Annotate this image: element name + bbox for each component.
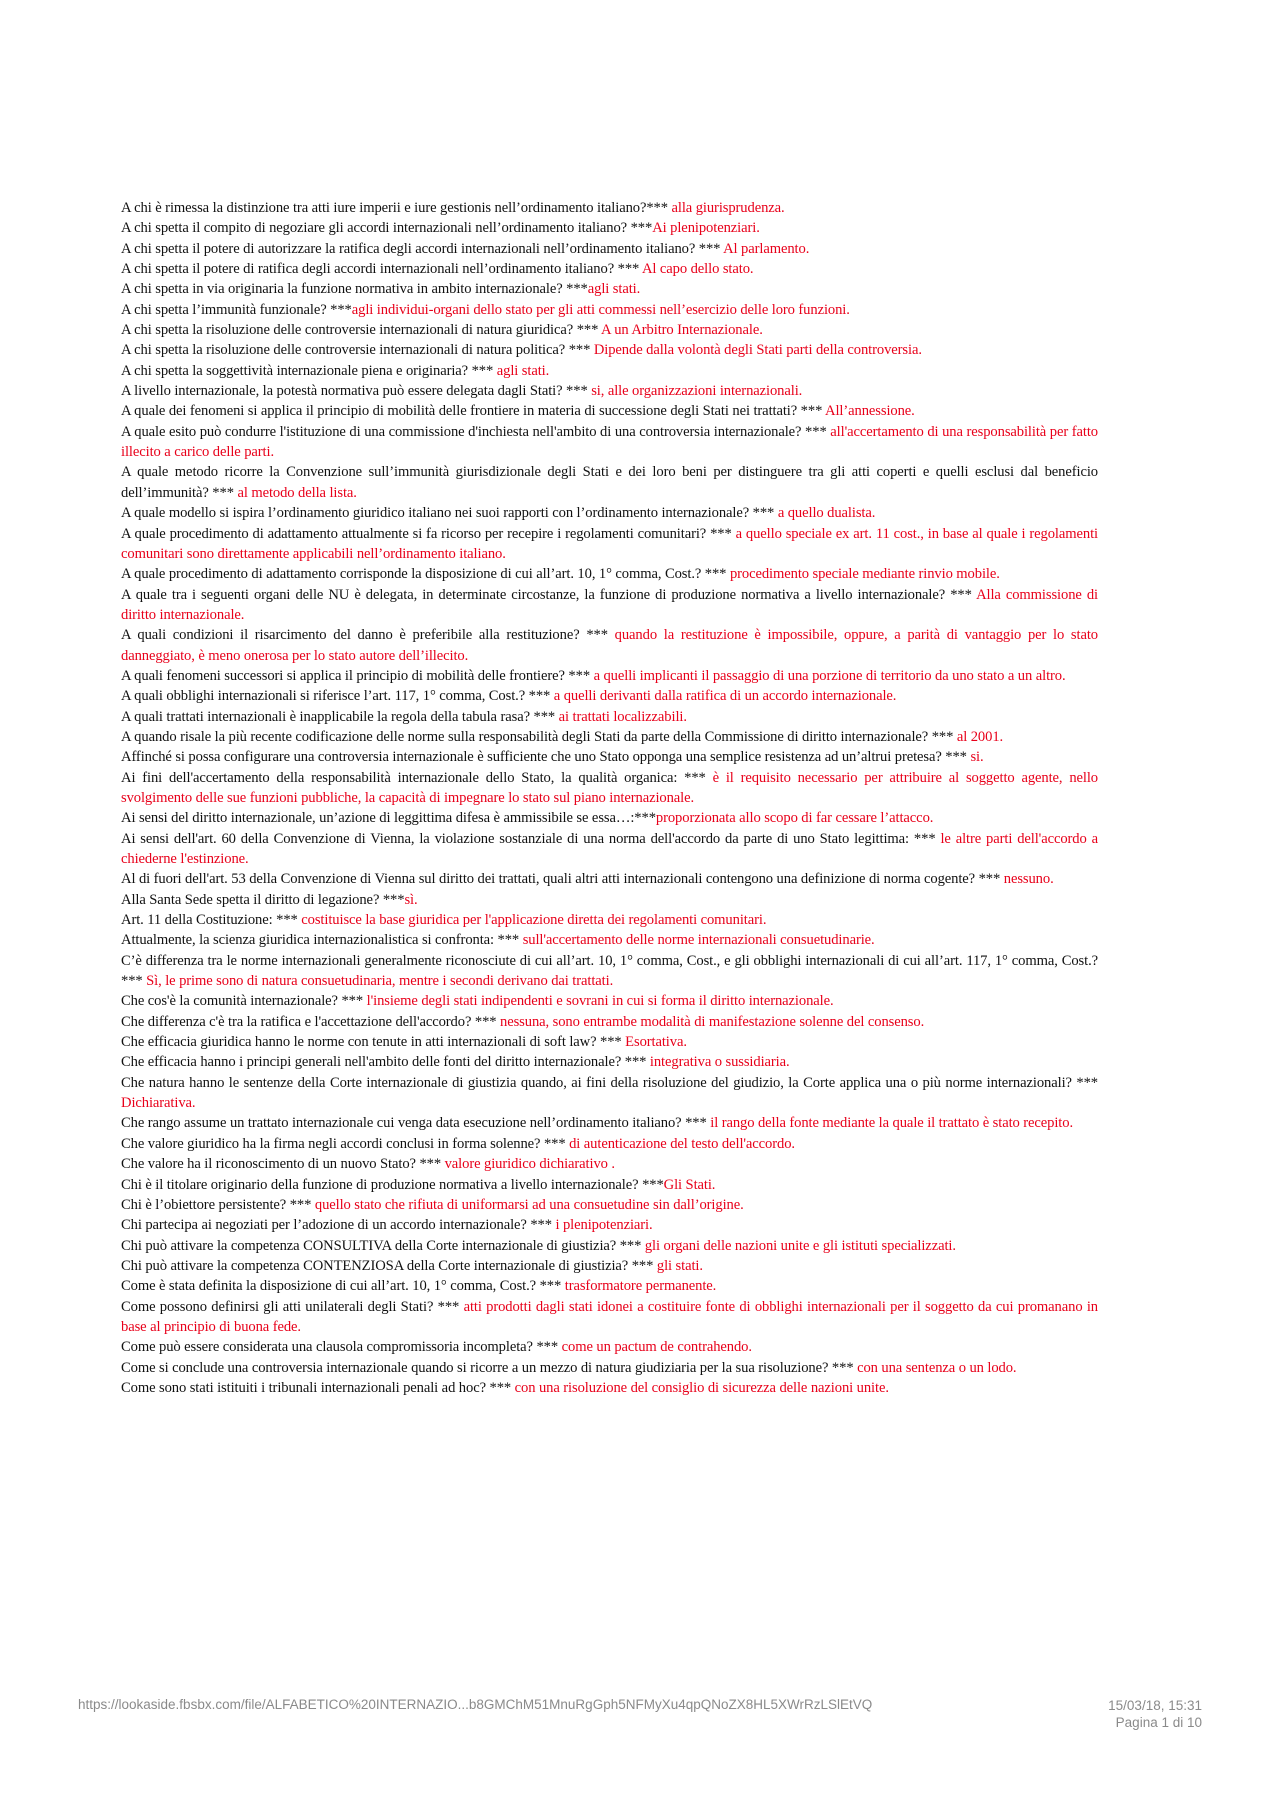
answer-text: A un Arbitro Internazionale. xyxy=(601,322,763,339)
question-text: A quale tra i seguenti organi delle NU è delegata, in determinate circostanze, la funzione di produzione normativa a livello internazionale? *** xyxy=(121,586,977,603)
answer-text: All’annessione. xyxy=(825,403,915,420)
answer-text: proporzionata allo scopo di far cessare l’attacco. xyxy=(655,810,934,827)
question-text: A chi spetta il potere di autorizzare la ratifica degli accordi internazionali nell’ordinamento italiano? *** xyxy=(121,240,724,257)
answer-text: nessuna, sono entrambe modalità di manifestazione solenne del consenso. xyxy=(500,1013,925,1030)
qa-item xyxy=(121,218,1098,238)
question-text: A quale dei fenomeni si applica il principio di mobilità delle frontiere in materia di successione degli Stati nei trattati? *** xyxy=(121,403,826,420)
footer-datetime: 15/03/18, 15:31 xyxy=(1108,1698,1202,1713)
qa-item xyxy=(121,1276,1098,1296)
question-text: Alla Santa Sede spetta il diritto di legazione? *** xyxy=(121,891,405,908)
answer-text: a quelli implicanti il passaggio di una porzione di territorio da uno stato a un altro. xyxy=(593,667,1066,684)
answer-text: sì. xyxy=(404,891,418,908)
qa-item xyxy=(121,1236,1098,1256)
question-text: Come possono definirsi gli atti unilaterali degli Stati? *** xyxy=(121,1298,464,1315)
question-text: A livello internazionale, la potestà normativa può essere delegata dagli Stati? *** xyxy=(121,383,592,400)
question-text: A chi spetta la risoluzione delle controversie internazionali di natura giuridica? *** xyxy=(121,322,602,339)
footer-info xyxy=(1108,1697,1202,1731)
question-text: Chi è l’obiettore persistente? *** xyxy=(121,1196,315,1213)
answer-text: valore giuridico dichiarativo . xyxy=(444,1156,615,1173)
answer-text: come un pactum de contrahendo. xyxy=(561,1339,752,1356)
qa-item xyxy=(121,727,1098,747)
qa-item xyxy=(121,829,1098,870)
qa-item xyxy=(121,1256,1098,1276)
question-text: A chi spetta in via originaria la funzione normativa in ambito internazionale? *** xyxy=(121,281,588,298)
answer-text: Ai plenipotenziari. xyxy=(652,220,760,237)
answer-text: con una risoluzione del consiglio di sicurezza delle nazioni unite. xyxy=(514,1379,889,1396)
answer-text: al 2001. xyxy=(956,728,1004,745)
qa-item xyxy=(121,340,1098,360)
qa-item xyxy=(121,1073,1098,1114)
question-text: A quando risale la più recente codificazione delle norme sulla responsabilità degli Stati da parte della Commissione di diritto internazionale? *** xyxy=(121,728,957,745)
qa-item xyxy=(121,524,1098,565)
answer-text: gli stati. xyxy=(656,1257,703,1274)
question-text: Art. 11 della Costituzione: *** xyxy=(121,912,302,929)
qa-item xyxy=(121,625,1098,666)
question-text: Che cos'è la comunità internazionale? *** xyxy=(121,993,367,1010)
question-text: Che natura hanno le sentenze della Corte internazionale di giustizia quando, ai fini della risoluzione del giudizio, la Corte applica una o più norme internazionali? *** xyxy=(121,1074,1098,1091)
answer-text: Dichiarativa. xyxy=(121,1095,196,1112)
answer-text: Dipende dalla volontà degli Stati parti della controversia. xyxy=(593,342,922,359)
question-text: A chi spetta la risoluzione delle controversie internazionali di natura politica? *** xyxy=(121,342,594,359)
qa-item xyxy=(121,585,1098,626)
answer-text: Alla commissione di diritto internazionale. xyxy=(121,586,1098,623)
answer-text: è il requisito necessario per attribuire al soggetto agente, nello svolgimento delle sue funzioni pubbliche, la capacità di impegnare lo stato sul piano internazionale. xyxy=(121,769,1099,806)
question-text: Attualmente, la scienza giuridica internazionalistica si confronta: *** xyxy=(121,932,523,949)
question-text: Ai sensi dell'art. 60 della Convenzione di Vienna, la violazione sostanziale di una norma dell'accordo da parte di uno Stato legittima: *** xyxy=(121,830,941,847)
qa-item xyxy=(121,1297,1098,1338)
qa-item xyxy=(121,1215,1098,1235)
question-text: Che rango assume un trattato internazionale cui venga data esecuzione nell’ordinamento italiano? *** xyxy=(121,1115,711,1132)
answer-text: con una sentenza o un lodo. xyxy=(857,1359,1017,1376)
question-text: A quali obblighi internazionali si riferisce l’art. 117, 1° comma, Cost.? *** xyxy=(121,688,554,705)
qa-item xyxy=(121,564,1098,584)
question-text: Chi è il titolare originario della funzione di produzione normativa a livello internazionale? *** xyxy=(121,1176,664,1193)
answer-text: Al parlamento. xyxy=(723,240,810,257)
qa-item xyxy=(121,462,1098,503)
qa-item xyxy=(121,239,1098,259)
question-text: A quali fenomeni successori si applica il principio di mobilità delle frontiere? *** xyxy=(121,667,594,684)
qa-item xyxy=(121,401,1098,421)
footer-page-number: Pagina 1 di 10 xyxy=(1115,1715,1202,1730)
answer-text: quando la restituzione è impossibile, oppure, a parità di vantaggio per lo stato danneggiato, è meno onerosa per lo stato autore dell’illecito. xyxy=(121,627,1098,664)
qa-item xyxy=(121,503,1098,523)
answer-text: sull'accertamento delle norme internazionali consuetudinarie. xyxy=(522,932,875,949)
answer-text: integrativa o sussidiaria. xyxy=(649,1054,790,1071)
qa-item xyxy=(121,300,1098,320)
answer-text: costituisce la base giuridica per l'applicazione diretta dei regolamenti comunitari. xyxy=(301,912,767,929)
question-text: Come sono stati istituiti i tribunali internazionali penali ad hoc? *** xyxy=(121,1379,515,1396)
question-text: Che valore giuridico ha la firma negli accordi conclusi in forma solenne? *** xyxy=(121,1135,570,1152)
question-text: C’è differenza tra le norme internazionali generalmente riconosciute di cui all’art. 10, 1° comma, Cost., e gli obblighi internazionali di cui all’art. 117, 1° comma, Cost.? *** xyxy=(121,952,1098,990)
qa-item xyxy=(121,666,1098,686)
question-text: Come può essere considerata una clausola compromissoria incompleta? *** xyxy=(121,1339,562,1356)
question-text: A quale esito può condurre l'istituzione di una commissione d'inchiesta nell'ambito di una controversia internazionale? *** xyxy=(121,423,831,440)
question-text: Che efficacia giuridica hanno le norme con tenute in atti internazionali di soft law? *** xyxy=(121,1034,626,1051)
qa-item xyxy=(121,1032,1098,1052)
question-text: Che differenza c'è tra la ratifica e l'accettazione dell'accordo? *** xyxy=(121,1013,501,1030)
qa-item xyxy=(121,707,1098,727)
answer-text: agli stati. xyxy=(496,362,550,379)
question-text: Chi può attivare la competenza CONTENZIOSA della Corte internazionale di giustizia? *** xyxy=(121,1257,657,1274)
qa-item xyxy=(121,1337,1098,1357)
qa-item xyxy=(121,1195,1098,1215)
answer-text: l'insieme degli stati indipendenti e sovrani in cui si forma il diritto internazionale. xyxy=(366,993,834,1010)
question-text: A chi è rimessa la distinzione tra atti iure imperii e iure gestionis nell’ordinamento italiano?*** xyxy=(121,200,672,216)
answer-text: Esortativa. xyxy=(625,1034,687,1051)
answer-text: Al capo dello stato. xyxy=(641,261,754,278)
qa-item xyxy=(121,930,1098,950)
question-text: A chi spetta il potere di ratifica degli accordi internazionali nell’ordinamento italiano? *** xyxy=(121,261,642,278)
qa-item xyxy=(121,890,1098,910)
qa-item xyxy=(121,910,1098,930)
question-text: Come è stata definita la disposizione di cui all’art. 10, 1° comma, Cost.? *** xyxy=(121,1278,565,1295)
question-text: Al di fuori dell'art. 53 della Convenzione di Vienna sul diritto dei trattati, quali altri atti internazionali contengono una definizione di norma cogente? *** xyxy=(121,871,1004,888)
question-text: Ai sensi del diritto internazionale, un’azione di leggittima difesa è ammissibile se essa…:*** xyxy=(121,810,656,827)
qa-item xyxy=(121,381,1098,401)
qa-item xyxy=(121,991,1098,1011)
answer-text: agli stati. xyxy=(587,281,641,298)
qa-item xyxy=(121,198,1098,218)
question-text: A quale metodo ricorre la Convenzione sull’immunità giurisdizionale degli Stati e dei loro beni per distinguere tra gli atti coperti e quelli esclusi dal beneficio dell’immunità? *** xyxy=(121,464,1098,501)
footer-url[interactable]: https://lookaside.fbsbx.com/file/ALFABETICO%20INTERNAZIO...b8GMChM51MnuRgGph5NFMyXu4qpQNoZX8HL5XWrRzLSlEtVQ xyxy=(78,1697,873,1712)
answer-text: Gli Stati. xyxy=(663,1176,716,1193)
qa-item xyxy=(121,1358,1098,1378)
qa-item xyxy=(121,1175,1098,1195)
answer-text: a quello speciale ex art. 11 cost., in base al quale i regolamenti comunitari sono direttamente applicabili nell’ordinamento italiano. xyxy=(121,525,1098,562)
answer-text: alla giurisprudenza. xyxy=(671,200,785,216)
qa-item xyxy=(121,422,1098,463)
answer-text: le altre parti dell'accordo a chiederne l'estinzione. xyxy=(121,830,1098,867)
answer-text: il rango della fonte mediante la quale il trattato è stato recepito. xyxy=(710,1115,1074,1132)
answer-text: Sì, le prime sono di natura consuetudinaria, mentre i secondi derivano dai trattati. xyxy=(146,973,614,990)
qa-item xyxy=(121,1012,1098,1032)
answer-text: a quello dualista. xyxy=(777,505,876,522)
qa-item xyxy=(121,686,1098,706)
qa-item xyxy=(121,1378,1098,1398)
answer-text: quello stato che rifiuta di uniformarsi ad una consuetudine sin dall’origine. xyxy=(314,1196,744,1213)
answer-text: agli individui-organi dello stato per gli atti commessi nell’esercizio delle loro funzioni. xyxy=(351,301,850,318)
question-text: A chi spetta l’immunità funzionale? *** xyxy=(121,301,352,318)
question-text: A quali condizioni il risarcimento del danno è preferibile alla restituzione? *** xyxy=(121,627,615,644)
question-text: A quali trattati internazionali è inapplicabile la regola della tabula rasa? *** xyxy=(121,708,559,725)
answer-text: gli organi delle nazioni unite e gli istituti specializzati. xyxy=(644,1237,956,1254)
question-text: A quale procedimento di adattamento corrisponde la disposizione di cui all’art. 10, 1° comma, Cost.? *** xyxy=(121,566,730,583)
question-text: A chi spetta il compito di negoziare gli accordi internazionali nell’ordinamento italiano? *** xyxy=(121,220,653,237)
qa-list xyxy=(121,198,1098,1398)
answer-text: atti prodotti dagli stati idonei a costituire fonte di obblighi internazionali per il soggetto da cui promanano in base al principio di buona fede. xyxy=(121,1298,1098,1335)
answer-text: ai trattati localizzabili. xyxy=(558,708,687,725)
qa-item xyxy=(121,1052,1098,1072)
qa-item xyxy=(121,1154,1098,1174)
answer-text: al metodo della lista. xyxy=(237,484,357,501)
answer-text: i plenipotenziari. xyxy=(555,1217,653,1234)
qa-item xyxy=(121,1113,1098,1133)
answer-text: all'accertamento di una responsabilità per fatto illecito a carico delle parti. xyxy=(121,423,1099,461)
question-text: A quale modello si ispira l’ordinamento giuridico italiano nei suoi rapporti con l’ordinamento internazionale? *** xyxy=(121,505,778,522)
qa-item xyxy=(121,259,1098,279)
answer-text: si, alle organizzazioni internazionali. xyxy=(591,383,803,400)
qa-item xyxy=(121,951,1098,992)
qa-item xyxy=(121,808,1098,828)
answer-text: trasformatore permanente. xyxy=(564,1278,717,1295)
answer-text: di autenticazione del testo dell'accordo. xyxy=(569,1135,795,1152)
answer-text: si. xyxy=(970,749,984,766)
qa-item xyxy=(121,869,1098,889)
question-text: Chi partecipa ai negoziati per l’adozione di un accordo internazionale? *** xyxy=(121,1217,556,1234)
qa-item xyxy=(121,1134,1098,1154)
qa-item xyxy=(121,361,1098,381)
question-text: Come si conclude una controversia internazionale quando si ricorre a un mezzo di natura giudiziaria per la sua risoluzione? *** xyxy=(121,1359,858,1376)
question-text: A quale procedimento di adattamento attualmente si fa ricorso per recepire i regolamenti comunitari? *** xyxy=(121,525,736,542)
answer-text: nessuno. xyxy=(1003,871,1054,888)
question-text: Che valore ha il riconoscimento di un nuovo Stato? *** xyxy=(121,1156,445,1173)
answer-text: a quelli derivanti dalla ratifica di un accordo internazionale. xyxy=(553,688,897,705)
question-text: Ai fini dell'accertamento della responsabilità internazionale dello Stato, la qualità organica: *** xyxy=(121,769,713,786)
qa-item xyxy=(121,747,1098,767)
qa-item xyxy=(121,768,1098,809)
question-text: Che efficacia hanno i principi generali nell'ambito delle fonti del diritto internazionale? *** xyxy=(121,1054,650,1071)
question-text: Chi può attivare la competenza CONSULTIVA della Corte internazionale di giustizia? *** xyxy=(121,1237,645,1254)
qa-item xyxy=(121,320,1098,340)
question-text: A chi spetta la soggettività internazionale piena e originaria? *** xyxy=(121,362,497,379)
qa-item xyxy=(121,279,1098,299)
answer-text: procedimento speciale mediante rinvio mobile. xyxy=(729,566,1000,583)
question-text: Affinché si possa configurare una controversia internazionale è sufficiente che uno Stato opponga una semplice resistenza ad un’altrui pretesa? *** xyxy=(121,749,971,766)
